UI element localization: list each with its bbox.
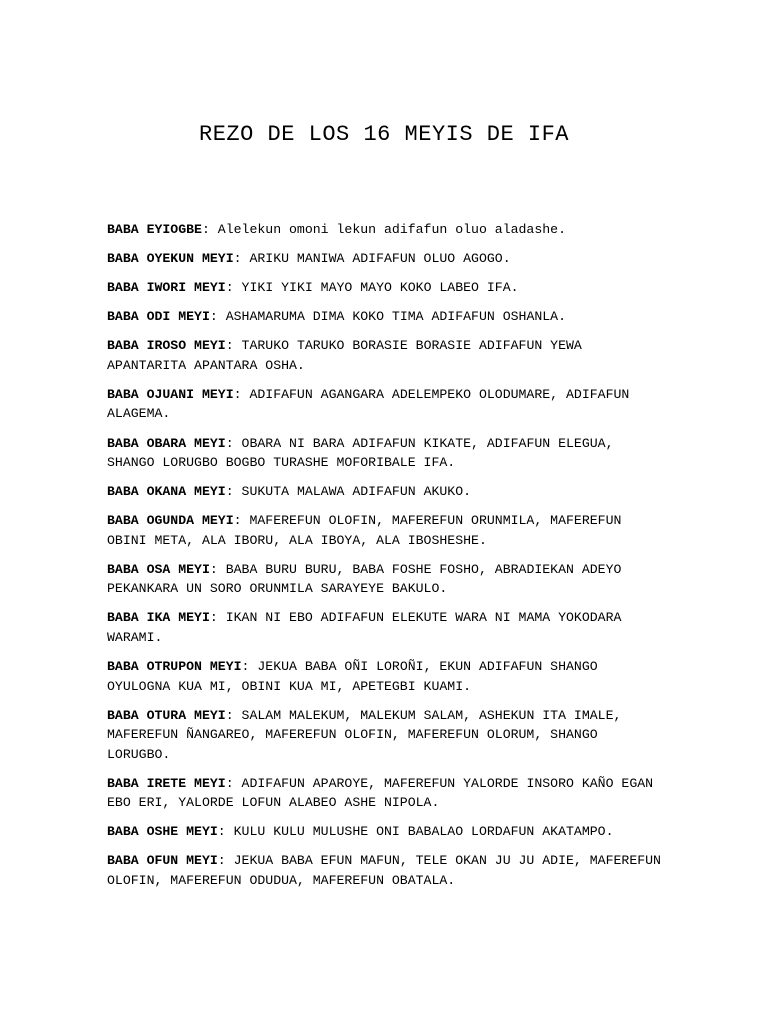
list-item [107,220,667,240]
verse-text: : SALAM MALEKUM, MALEKUM SALAM, ASHEKUN ITA IMALE, MAFEREFUN ÑANGAREO, MAFEREFUN OLOFIN, MAFEREFUN OLORUM, SHANGO LORUGBO. [107,707,622,762]
verse-text: : OBARA NI BARA ADIFAFUN KIKATE, ADIFAFUN ELEGUA, SHANGO LORUGBO BOGBO TURASHE MOFORIBALE IFA. [107,435,614,471]
list-item [107,434,667,473]
verse-name: BABA OKANA MEYI [107,484,226,500]
verse-text: : IKAN NI EBO ADIFAFUN ELEKUTE WARA NI MAMA YOKODARA WARAMI. [107,610,622,645]
verse-text: : ARIKU MANIWA ADIFAFUN OLUO AGOGO. [233,251,511,267]
verse-name: BABA IWORI MEYI [107,280,226,296]
list-item [107,851,667,890]
verse-text: : ASHAMARUMA DIMA KOKO TIMA ADIFAFUN OSHANLA. [209,309,567,325]
verse-name: BABA OFUN MEYI [107,853,218,869]
verse-name: BABA OSA MEYI [107,561,210,577]
list-item [107,822,667,842]
verse-name: BABA IROSO MEYI [107,338,226,354]
list-item [107,560,667,599]
verse-name: BABA OJUANI MEYI [107,386,234,402]
list-item [107,278,667,298]
verse-name: BABA IKA MEYI [107,610,210,626]
verse-list [107,220,667,900]
verse-name: BABA IRETE MEYI [107,775,226,791]
verse-text: : ADIFAFUN APAROYE, MAFEREFUN YALORDE INSORO KAÑO EGAN EBO ERI, YALORDE LOFUN ALABEO ASHE NIPOLA. [107,775,654,811]
list-item [107,657,667,696]
verse-text: : TARUKO TARUKO BORASIE BORASIE ADIFAFUN YEWA APANTARITA APANTARA OSHA. [107,338,582,373]
list-item [107,482,667,502]
list-item [107,774,667,813]
verse-text: : SUKUTA MALAWA ADIFAFUN AKUKO. [225,484,472,500]
verse-name: BABA OYEKUN MEYI [107,251,234,267]
verse-text: : ADIFAFUN AGANGARA ADELEMPEKO OLODUMARE, ADIFAFUN ALAGEMA. [107,386,630,422]
list-item [107,336,667,375]
verse-text: : BABA BURU BURU, BABA FOSHE FOSHO, ABRADIEKAN ADEYO PEKANKARA UN SORO ORUNMILA SARAYEYE BAKULO. [107,561,622,597]
verse-name: BABA OTURA MEYI [107,707,226,723]
list-item [107,706,667,765]
list-item [107,608,667,647]
verse-name: BABA OTRUPON MEYI [107,659,242,675]
verse-name: BABA OGUNDA MEYI [107,513,234,529]
list-item [107,307,667,327]
verse-text: : KULU KULU MULUSHE ONI BABALAO LORDAFUN AKATAMPO. [217,824,614,840]
verse-text: : MAFEREFUN OLOFIN, MAFEREFUN ORUNMILA, MAFEREFUN OBINI META, ALA IBORU, ALA IBOYA, ALA IBOSHESHE. [107,513,622,548]
list-item [107,385,667,424]
verse-text: : JEKUA BABA EFUN MAFUN, TELE OKAN JU JU ADIE, MAFEREFUN OLOFIN, MAFEREFUN ODUDUA, MAFEREFUN OBATALA. [107,853,661,888]
page-title: REZO DE LOS 16 MEYIS DE IFA [199,122,569,147]
verse-name: BABA OBARA MEYI [107,435,226,451]
verse-text: : Alelekun omoni lekun adifafun oluo aladashe. [201,222,567,237]
verse-name: BABA ODI MEYI [107,309,210,325]
verse-name: BABA EYIOGBE [107,222,202,237]
list-item [107,249,667,269]
verse-text: : JEKUA BABA OÑI LOROÑI, EKUN ADIFAFUN SHANGO OYULOGNA KUA MI, OBINI KUA MI, APETEGBI KUAMI. [107,659,598,694]
verse-name: BABA OSHE MEYI [107,824,218,840]
verse-text: : YIKI YIKI MAYO MAYO KOKO LABEO IFA. [225,280,519,296]
list-item [107,511,667,550]
